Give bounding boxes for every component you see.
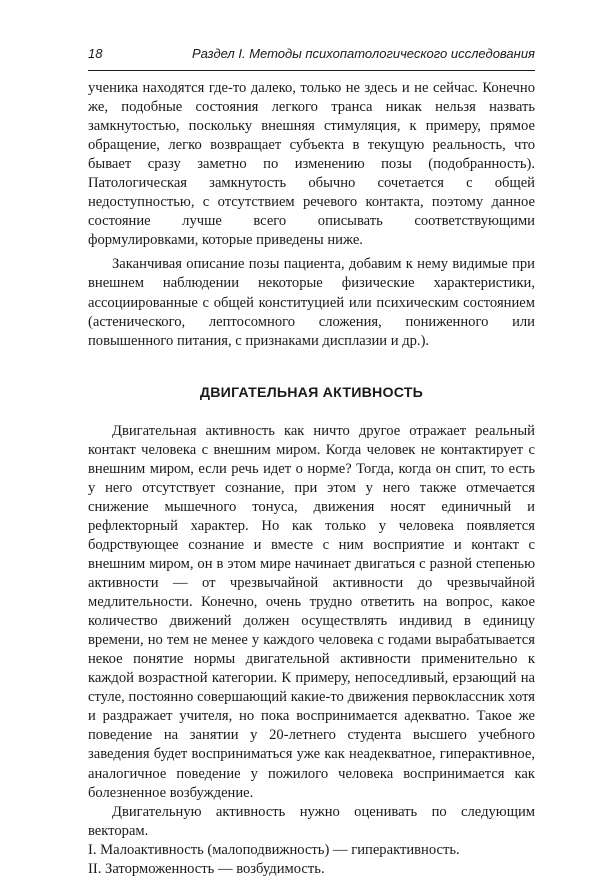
list-item-vector-1: I. Малоактивность (малоподвижность) — гиперактивность. (88, 841, 460, 858)
header-rule (88, 70, 535, 71)
running-header (88, 44, 535, 64)
list-item-vector-2: II. Заторможенность — возбудимость. (88, 860, 325, 877)
section-title: Раздел I. Методы психопатологического исследования (191, 46, 535, 61)
body-text (88, 79, 535, 879)
paragraph-continuation: ученика находятся где-то далеко, только не здесь и не сейчас. Конечно же, подобные состояния легкого транса никак нельзя назвать замкнутостью, поскольку внешняя стимуляция, к примеру, прямое обращение, легко возвращает субъекта в текущую реальность, что бывает сразу заметно по изменению позы (подобранность). Патологическая замкнутость обычно сочетается с общей недоступностью, с отсутствием речевого контакта, поэтому данное состояние лучше всего описывать соответствующими формулировками, которые приведены ниже. (88, 80, 535, 249)
section-heading: ДВИГАТЕЛЬНАЯ АКТИВНОСТЬ (199, 384, 424, 401)
paragraph-physical-characteristics: Заканчивая описание позы пациента, добавим к нему видимые при внешнем наблюдении некоторые физические характеристики, ассоциированные с общей конституцией или психическим состоянием (астенического, лептосомного сложения, пониженного или повышенного питания, с признаками дисплазии и др.). (88, 256, 535, 349)
paragraph-vectors-intro: Двигательную активность нужно оценивать по следующим векторам. (88, 803, 535, 839)
paragraph-motor-activity: Двигательная активность как ничто другое отражает реальный контакт человека с внешним миром. Когда человек не контактирует с внешним миром, если речь идет о норме? Тогда, когда он спит, то есть у него отсутствует сознание, при этом у него также отмечается снижение мышечного тонуса, движения носят единичный и рефлекторный характер. Но как только у человека появляется бодрствующее сознание и вместе с ним восприятие и контакт с внешним миром, он в этом мире начинает двигаться с разной степенью активности — от чрезвычайной активности до чрезвычайной медлительности. Конечно, очень трудно ответить на вопрос, какое количество движений должен осуществлять индивид в единицу времени, но тем не менее у каждого человека с годами вырабатывается некое понятие нормы двигательной активности применительно к каждой возрастной категории. К примеру, непоседливый, ерзающий на стуле, постоянно совершающий какие-то движения первоклассник хотя и раздражает учителя, но пока воспринимается адекватно. Такое же поведение на занятии у 20-летнего студента высшего учебного заведения будет восприниматься уже как неадекватное, гиперактивное, аналогичное поведение у пожилого человека воспринимается как болезненное возбуждение. (88, 422, 535, 801)
page-number: 18 (88, 46, 103, 61)
